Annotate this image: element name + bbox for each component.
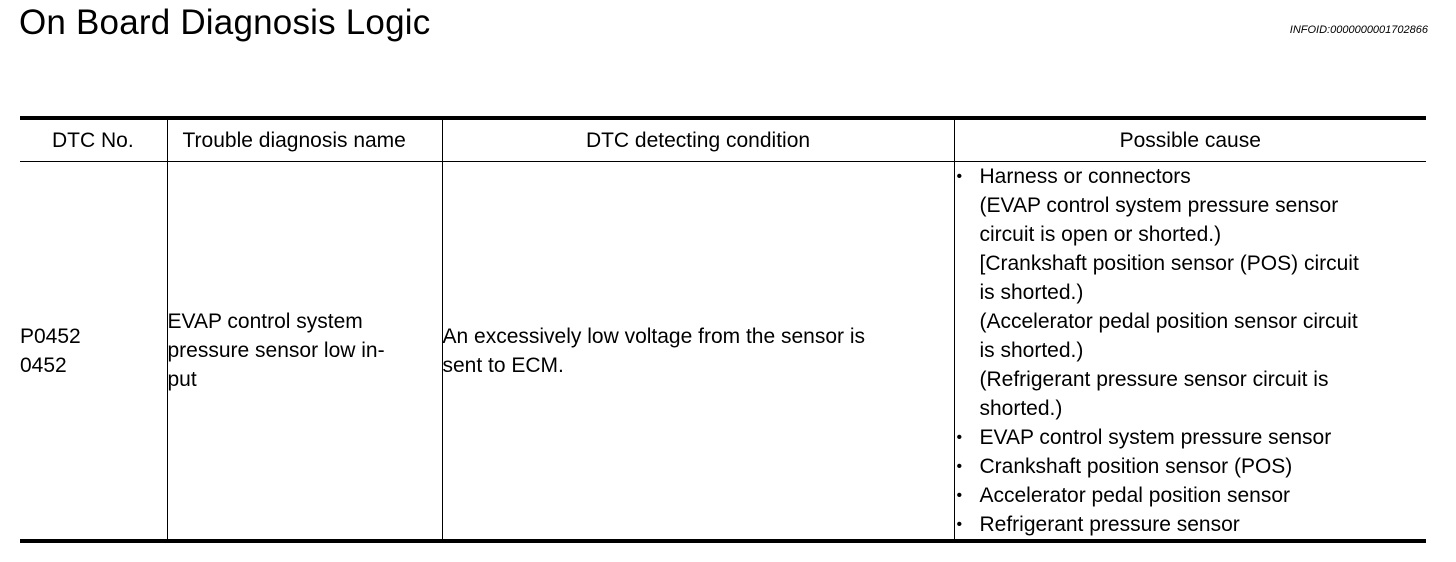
- condition-line: sent to ECM.: [442, 353, 564, 377]
- header-trouble-diagnosis-name: Trouble diagnosis name: [167, 118, 442, 162]
- diagnosis-name-line: put: [167, 368, 197, 391]
- list-item: [955, 452, 1427, 481]
- possible-cause-cell: [954, 162, 1426, 542]
- bullet-icon: •: [956, 487, 963, 504]
- list-item: [955, 510, 1427, 539]
- list-item: [955, 423, 1427, 452]
- dtc-code-short: 0452: [20, 353, 67, 377]
- cause-detail: shorted.): [979, 397, 1063, 420]
- bullet-icon: •: [956, 429, 963, 446]
- condition-line: An excessively low voltage from the sensor is: [442, 324, 866, 348]
- diagnosis-table: [20, 116, 1426, 543]
- bullet-icon: •: [956, 168, 963, 185]
- cause-detail: is shorted.): [979, 339, 1084, 362]
- list-item: [955, 481, 1427, 510]
- diagnosis-name-line: pressure sensor low in-: [167, 339, 385, 362]
- header-dtc-no: DTC No.: [20, 118, 167, 162]
- bullet-icon: •: [956, 458, 963, 475]
- cause-label: Accelerator pedal position sensor: [979, 484, 1291, 507]
- info-id: INFOID:0000000001702866: [1289, 24, 1428, 36]
- cause-detail: (EVAP control system pressure sensor: [979, 194, 1339, 217]
- table-header-row: [20, 118, 1426, 162]
- detecting-condition-cell: [442, 162, 954, 542]
- page-title: On Board Diagnosis Logic: [19, 3, 431, 42]
- cause-label: EVAP control system pressure sensor: [979, 426, 1332, 449]
- cause-label: Harness or connectors: [979, 165, 1191, 188]
- possible-cause-list: [955, 162, 1427, 539]
- cause-detail: is shorted.): [979, 281, 1084, 304]
- cause-detail: [Crankshaft position sensor (POS) circuit: [979, 252, 1359, 275]
- bullet-icon: •: [956, 516, 963, 533]
- dtc-no-cell: [20, 162, 167, 542]
- cause-detail: (Refrigerant pressure sensor circuit is: [979, 368, 1329, 391]
- cause-detail: (Accelerator pedal position sensor circuit: [979, 310, 1358, 333]
- cause-label: Refrigerant pressure sensor: [979, 513, 1240, 536]
- table-row: [20, 162, 1426, 542]
- diagnosis-name-line: EVAP control system: [167, 310, 363, 333]
- cause-label: Crankshaft position sensor (POS): [979, 455, 1293, 478]
- cause-detail: circuit is open or shorted.): [979, 223, 1222, 246]
- header-dtc-detecting-condition: DTC detecting condition: [442, 118, 954, 162]
- list-item: [955, 162, 1427, 423]
- header-possible-cause: Possible cause: [954, 118, 1426, 162]
- dtc-code: P0452: [20, 324, 81, 348]
- diagnosis-name-cell: [167, 162, 442, 542]
